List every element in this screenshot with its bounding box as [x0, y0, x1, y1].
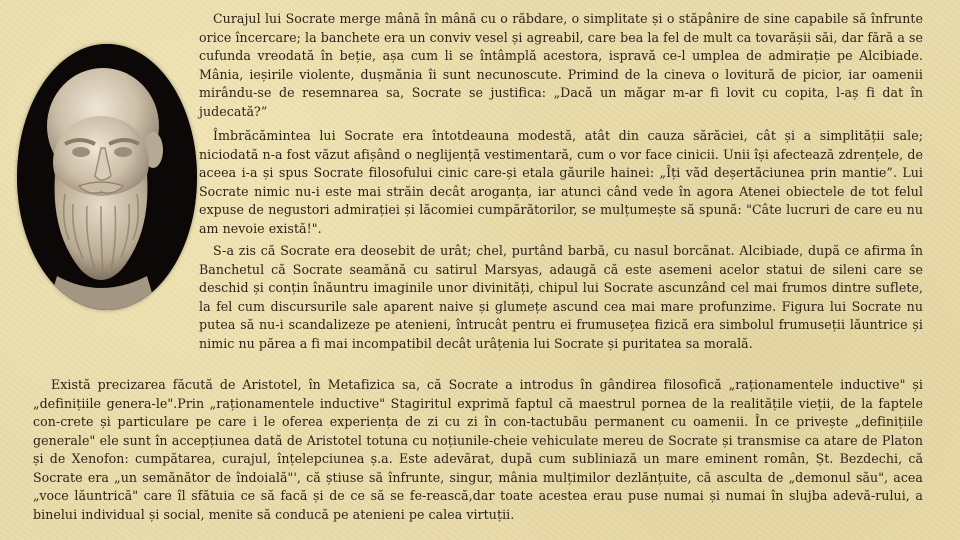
socrates-bust-image [17, 44, 197, 310]
paragraph-aristotle: Există precizarea făcută de Aristotel, în Metafizica sa, că Socrate a introdus în gândirea filosofică „raționamentele inductive" și „definițiile genera-le".Prin „raționamentele inductive" Stagiritul exprimă faptul că maestrul pornea de la realitățile vieții, de la faptele con-crete și particulare pe care i le oferea experiența de zi cu zi în con-tactubău permanent cu oamenii. În ce privește „definițiile generale" ele sunt în accepțiunea dată de Aristotel totuna cu noțiunile-cheie vehiculate mereu de Socrate și transmise ca atare de Platon și de Xenofon: cumpătarea, curajul, înțelepciunea ș.a. Este adevărat, după cum subliniază un mare eminent român, Șt. Bezdechi, că Socrate era „un semănător de îndoială"', că știuse să înfrunte, singur, mânia mulțimilor dezlănțuite, că asculta de „demonul său", acea „voce lăuntrică" care îl sfătuia ce să facă și de ce să se fe-rească,dar toate acestea erau puse numai și numai în slujba adevă-rului, a binelui individual și social, menite să conducă pe atenieni pe calea virtuții. [33, 377, 923, 522]
paragraph-courage: Curajul lui Socrate merge mână în mână cu o răbdare, o simplitate și o stăpânire de sine capabile să înfrunte orice încercare; la banchete era un conviv vesel și agreabil, care bea la fel de mult ca tovarășii săi, dar fără a se cufunda vreodată în beție, așa cum li se întâmplă acestora, ispravă ce-l umplea de admirație pe Alcibiade. Mânia, ieșirile violente, dușmănia îi sunt necunoscute. Primind de la cineva o lovitură de picior, iar oamenii mirându-se de resemnarea sa, Socrate se justifica: „Dacă un măgar m-ar fi lovit cu copita, l-aș fi dat în judecată?” [199, 11, 923, 119]
paragraph-appearance: S-a zis că Socrate era deosebit de urât; chel, purtând barbă, cu nasul borcănat. Alcibiade, după ce afirma în Banchetul că Socrate seamănă cu satirul Marsyas, adaugă că este asemeni acelor statui de sileni care se deschid și conțin înăuntru imaginile unor divinități, chipul lui Socrate ascunzând cel mai frumos dintre suflete, la fel cum discursurile sale aparent naive și glumețe ascund cea mai mare profunzime. Figura lui Socrate nu putea să nu-i scandalizeze pe atenieni, întrucât pentru ei frumusețea fizică era simbolul frumuseții lăuntrice și nimic nu părea a fi mai incompatibil decât urâțenia lui Socrate și puritatea sa morală. [199, 243, 923, 351]
paragraph-clothing: Îmbrăcămintea lui Socrate era întotdeauna modestă, atât din cauza sărăciei, cât și a simplității sale; niciodată n-a fost văzut afișând o neglijență vestimentară, cum o vor face cinicii. Unii își afectează zdrențele, de aceea i-a și spus Socrate filosofului cinic care-și etala găurile hainei: „Îți văd deșertăciunea prin mantie”. Lui Socrate nimic nu-i este mai străin decât aroganța, iar atunci când vede în agora Atenei obiectele de tot felul expuse de negustori admirației și lăcomiei cumpărătorilor, se mulțumește să spună: "Câte lucruri de care eu nu am nevoie există!". [199, 128, 923, 236]
socrates-bust-icon [17, 44, 197, 310]
